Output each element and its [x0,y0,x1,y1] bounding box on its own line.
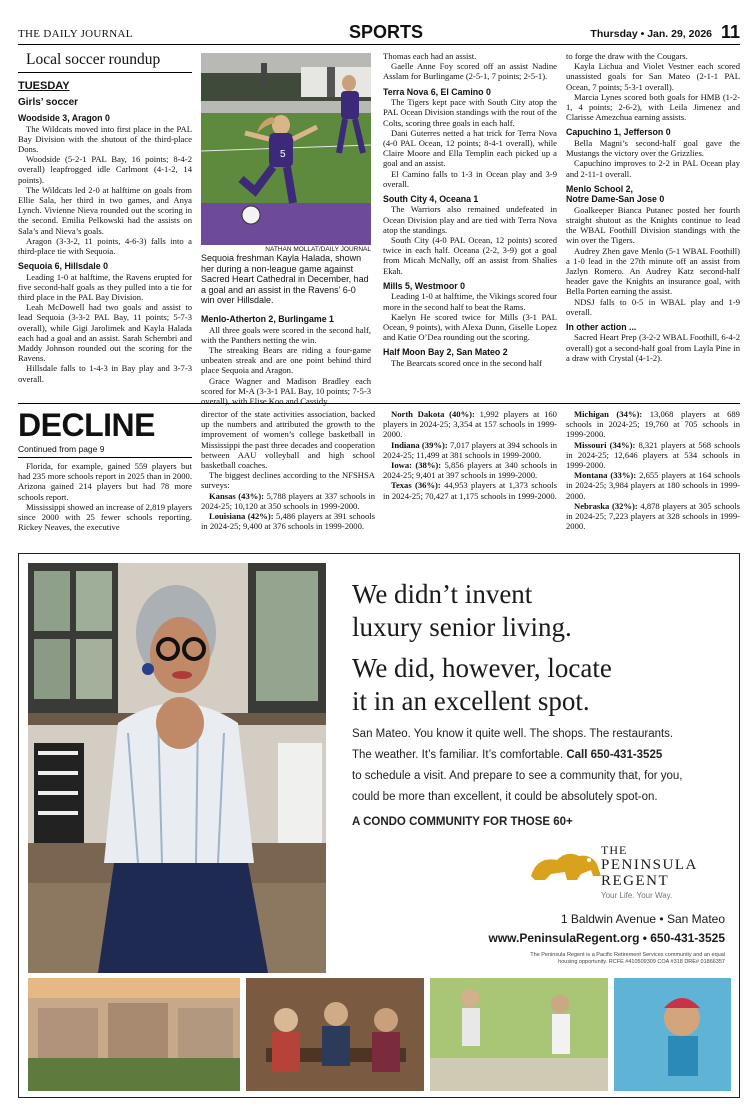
decline-col1-body [18,461,192,532]
story-paragraph: Sacred Heart Prep (3-2-2 WBAL Foothill, 6-4-2 overall) got a second-half goal from Layla Pine in a draw with Crystal (4-1-2). [566,332,740,363]
ad-phone-cta[interactable]: Call 650-431-3525 [566,749,663,761]
story-paragraph: NDSJ falls to 0-5 in WBAL play and 1-9 overall. [566,296,740,317]
ad-headline-2: luxury senior living. [352,612,572,642]
regent-wordmark [601,844,698,900]
roundup-col-2 [201,309,371,406]
story-paragraph: Goalkeeper Bianca Putanec posted her fourth straight shutout as the Knights continue to lead the WBAL Foothill Division standings with the win over the Tigers. [566,204,740,246]
ad-portrait-illustration [28,563,326,973]
roundup-title: Local soccer roundup [26,51,161,68]
story-paragraph: Capuchino improves to 2-2 in PAL Ocean play and 2-11-1 overall. [566,158,740,179]
ad-tagline: A CONDO COMMUNITY FOR THOSE 60+ [352,816,573,828]
ad-headline-3: We did, however, locate [352,653,612,683]
brand-word-1: THE [601,843,628,857]
category-label: Girls’ soccer [18,97,79,108]
story-paragraph: Aragon (3-3-2, 11 points, 4-6-3) falls into a third-place tie with Sequoia. [18,235,192,256]
regent-lion-logo [527,846,607,886]
game-headline: Notre Dame-San Jose 0 [566,194,665,205]
roundup-title-box [18,51,192,73]
decline-col2-body [201,409,375,531]
ad-body-line-2 [352,745,732,766]
decline-states-b [383,409,557,501]
story-paragraph: The streaking Bears are riding a four-game unbeaten streak and are one point behind third place Sequoia and Aragon. [201,344,371,376]
state-stat [566,501,740,532]
state-stat [566,440,740,471]
page-masthead [18,22,740,45]
game-headline: In other action ... [566,321,637,332]
state-stat [383,409,557,440]
ad-thumb-dinner [246,978,424,1091]
soccer-photo-illustration [201,53,371,245]
decline-states-c [566,409,740,531]
state-figures: 2,655 players at 164 schools in 2024-25; 3,984 players at 180 schools in 1999-2000. [566,470,740,501]
state-figures: 13,068 players at 689 schools in 2024-25; 19,760 at 705 schools in 1999-2000. [566,409,740,440]
ad-body [352,724,732,808]
ad-headline-4: it in an excellent spot. [352,686,590,716]
senior-living-ad[interactable] [18,553,740,1098]
roundup-col-1 [18,74,192,384]
decline-col3-body [383,409,557,501]
story-paragraph: El Camino falls to 1-3 in Ocean play and 3-9 overall. [383,168,557,189]
roundup-col1-body [18,113,192,384]
decline-col-1 [18,408,192,532]
story-paragraph: to forge the draw with the Cougars. [566,51,688,61]
roundup-col-3 [383,51,557,368]
soccer-photo [201,53,371,245]
story-paragraph: Leading 1-0 at halftime, the Ravens erupted for five second-half goals as they pulled into a tie for third place in the PAL Bay Division. [18,271,192,303]
story-paragraph: The Warriors also remained undefeated in Ocean Division play and are tied with Terra Nova atop the standings. [383,204,557,235]
ad-fine-print-2: housing opportunity. RCFE #410509309 COA #318 DRE# 01866357 [558,959,725,965]
ad-body-line-2a: The weather. It’s familiar. It’s comfortable. [352,749,564,761]
story-paragraph: Kaelyn He scored twice for Mills (3-1 PAL Ocean, 9 points), with Alexa Dunn, Giselle Lopez and Katie O’Dea rounding out the scoring. [383,311,557,343]
state-figures: 4,878 players at 305 schools in 2024-25; 7,223 players at 328 schools in 1999-2000. [566,500,740,532]
decline-para-4: The biggest declines according to the NFSHSA surveys: [201,470,375,491]
decline-col-2 [201,409,375,531]
state-stat [566,409,740,440]
story-paragraph: All three goals were scored in the second half, with the Panthers netting the win. [201,324,371,345]
state-name: Indiana (39%): [391,439,448,450]
story-paragraph: The Tigers kept pace with South City atop the PAL Ocean Division standings with the rout of the Colts, scoring three goals in each half. [383,97,557,128]
game-headline: Menlo School 2, [566,183,633,194]
decline-para-2: Mississippi showed an increase of 2,819 players since 2000 with 25 fewer schools reporting. Rickey Neaves, the executive [18,501,192,533]
state-name: Montana (33%): [574,470,637,481]
ad-thumb-building [28,978,240,1091]
state-name: Louisiana (42%): [209,511,274,522]
svg-text:5: 5 [280,149,286,160]
roundup-col3-body [383,51,557,368]
page-number: 11 [720,22,740,42]
story-paragraph: Woodside (5-2-1 PAL Bay, 16 points; 8-4-2 overall) leapfrogged idle Carlmont (4-1-2, 14 points). [18,154,192,185]
story-paragraph: The Wildcats led 2-0 at halftime on goals from Ellie Sala, her third in two games, and Anya Lynch. Vivienne Nieva rounded out the scoring in the second. Emilia Pelkowski had the assists on Sala’s and Nieva’s goals. [18,184,192,236]
roundup-col2-body [201,314,371,406]
state-stat [201,491,375,511]
ad-fine-print [530,952,725,966]
state-figures: 5,856 players at 340 schools in 2024-25; 9,401 at 397 schools in 1999-2000. [383,460,557,481]
story-paragraph: Leah McDowell had two goals and assist to lead Sequoia (3-3-2 PAL Bay, 11 points; 5-7-3 overall), while Gigi Jarolimek and Kayla Halada each had a goal and an assist. Sarah Schembri and Maddy Johnson rounded out the scoring for the Ravens. [18,302,192,364]
story-paragraph: The Wildcats moved into first place in the PAL Bay Division with the shutout of the third-place Dons. [18,123,192,154]
decline-para-3: director of the state activities association, backed up the numbers and attributed the growth to the improvement of women’s college basketball in Mississippi the past three decades and cooperation between AAU volleyball and high school basketball coaches. [201,409,375,471]
decline-para-1: Florida, for example, gained 559 players but had 235 more schools report in 2025 than in 2000. Arizona gained 214 players but had 78 more schools report. [18,461,192,502]
state-figures: 5,788 players at 337 schools in 2024-25; 10,120 at 350 schools in 1999-2000. [201,490,376,511]
story-paragraph: South City (4-0 PAL Ocean, 12 points) scored twice in each half. Oceana (2-2, 3-9) got a goal from Micah McNally, off an assist from Shalies Ekah. [383,235,557,276]
state-name: Kansas (43%): [209,490,265,501]
state-name: Nebraska (32%): [574,500,638,511]
state-stat [201,511,375,531]
issue-date: Thursday • Jan. 29, 2026 [590,28,712,40]
story-paragraph: Hillsdale falls to 1-4-3 in Bay play and 3-7-3 overall. [18,363,192,384]
decline-headline: DECLINE [18,407,155,443]
game-headline: Terra Nova 6, El Camino 0 [383,86,491,97]
publication-name: THE DAILY JOURNAL [18,28,133,40]
roundup-col4-body [566,51,740,363]
game-headline: Sequoia 6, Hillsdale 0 [18,261,108,272]
photo-caption-block [201,246,371,306]
state-name: Texas (36%): [391,480,441,491]
ad-thumb-walking [430,978,608,1091]
state-figures: 8,321 players at 568 schools in 2024-25; 12,646 players at 534 schools in 1999-2000. [566,439,740,471]
decline-col-3 [383,409,557,501]
ad-address: 1 Baldwin Avenue • San Mateo [560,912,725,926]
ad-body-line-1: San Mateo. You know it quite well. The shops. The restaurants. [352,728,674,740]
ad-body-line-3: to schedule a visit. And prepare to see a community that, for you, [352,770,683,782]
decline-rule [18,457,192,458]
state-figures: 5,486 players at 391 schools in 2024-25; 9,400 at 376 schools in 1999-2000. [201,511,375,532]
decline-states-a [201,491,375,532]
story-paragraph: Audrey Zhen gave Menlo (5-1 WBAL Foothill) a 1-0 lead in the 27th minute off an assist from Jazlyn Romero. An Audrey Katz second-half header gave the Knights an insurance goal, with Bella Porten earning the assist. [566,245,740,297]
story-paragraph: Bella Magni’s second-half goal gave the Mustangs the victory over the Grizzlies. [566,137,740,159]
game-headline: Half Moon Bay 2, San Mateo 2 [383,347,508,358]
state-stat [566,470,740,501]
ad-website-link[interactable]: www.PeninsulaRegent.org • 650-431-3525 [488,931,725,945]
decline-col4-body [566,409,740,531]
game-headline: South City 4, Oceana 1 [383,193,479,204]
story-paragraph: Gaelle Anne Foy scored off an assist Nadine Asslam for Burlingame (2-5-1, 7 points; 2-5-1). [383,61,557,82]
story-paragraph: Thomas each had an assist. [383,51,477,61]
game-headline: Mills 5, Westmoor 0 [383,280,465,291]
story-paragraph: Grace Wagner and Madison Bradley each scored for M-A (3-3-1 PAL Bay, 10 points; 7-5-3 overall), with Elise Koo and Cassidy [201,375,371,406]
roundup-col-4 [566,51,740,363]
state-name: Missouri (34%): [574,439,636,450]
state-figures: 44,953 players at 1,373 schools in 2024-25; 70,427 at 1,175 schools in 1999-2000. [383,480,557,501]
ad-headline-1: We didn’t invent [352,579,533,609]
story-paragraph: Dani Guterres netted a hat trick for Terra Nova (4-0 PAL Ocean, 12 points; 8-4-1 overall), while Claire Moore and Ella Templin each picked up a goal and an assist. [383,127,557,169]
state-name: Michigan (34%): [574,409,643,419]
state-figures: 7,017 players at 394 schools in 2024-25; 11,499 at 381 schools in 1999-2000. [383,439,557,460]
photo-caption: Sequoia freshman Kayla Halada, shown her during a non-league game against Sacred Heart Cathedral in December, had a goal and an assist in the Ravens’ 6-0 win over Hillsdale. [201,253,369,305]
state-stat [383,480,557,500]
lion-icon [527,846,607,886]
state-stat [383,460,557,480]
ad-portrait-photo [28,563,326,973]
brand-word-3: REGENT [601,873,670,889]
state-name: North Dakota (40%): [391,409,475,419]
state-name: Iowa: (38%): [391,460,442,471]
decline-col-4 [566,409,740,531]
game-headline: Capuchino 1, Jefferson 0 [566,127,671,138]
story-paragraph: Leading 1-0 at halftime, the Vikings scored four more in the second half to beat the Rams. [383,291,557,312]
story-paragraph: The Bearcats scored once in the second half [391,357,543,368]
photo-credit: NATHAN MOLLAT/DAILY JOURNAL [265,246,371,253]
game-headline: Menlo-Atherton 2, Burlingame 1 [201,314,334,324]
ad-fine-print-1: The Peninsula Regent is a Pacific Retirement Services community and an equal [530,952,725,958]
story-paragraph: Kayla Lichua and Violet Vestner each scored unassisted goals for San Mateo (2-1-1 PAL Ocean, 7 points; 5-3-1 overall). [566,61,740,92]
state-stat [383,440,557,460]
day-label: TUESDAY [18,80,70,92]
game-headline: Woodside 3, Aragon 0 [18,113,110,123]
brand-slogan: Your Life. Your Way. [601,891,673,900]
state-figures: 1,992 players at 160 players in 2024-25; 3,354 at 157 schools in 1999-2000. [383,409,557,440]
jump-link[interactable]: Continued from page 9 [18,444,105,454]
jump-line [18,444,192,454]
section-name: SPORTS [349,22,424,42]
ad-body-line-4: could be more than excellent, it could be absolutely spot-on. [352,791,658,803]
ad-thumb-pool [614,978,731,1091]
brand-word-2: PENINSULA [601,857,698,873]
section-divider [18,403,740,404]
story-paragraph: Marcia Lynes scored both goals for HMB (1-2-1, 4 points; 2-6-2), with Leila Jimenez and Clarisse Amezchua earning assists. [566,91,740,123]
